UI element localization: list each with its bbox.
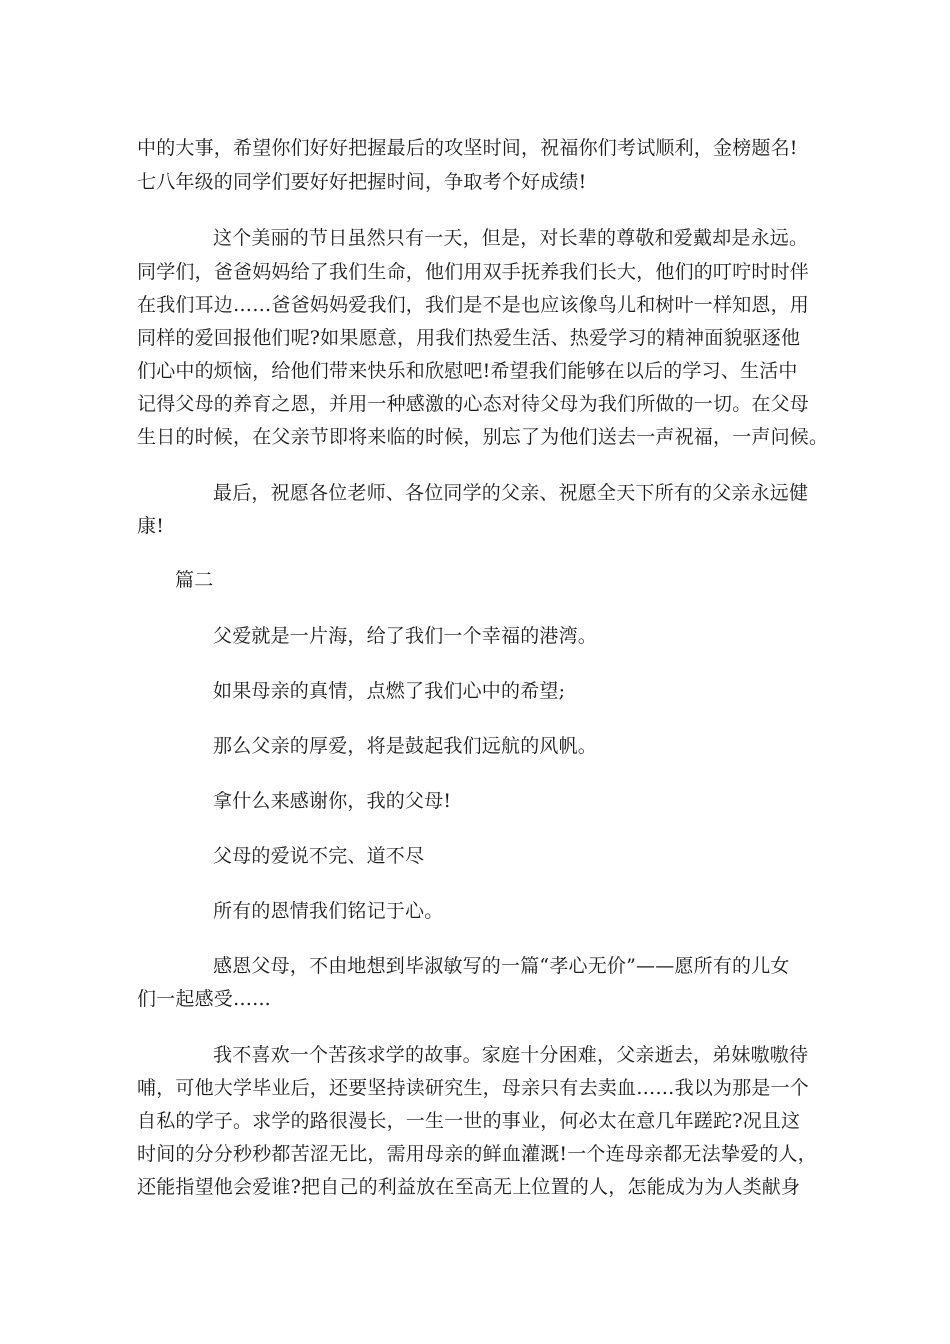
verse-line: 那么父亲的厚爱，将是鼓起我们远航的风帆。 [213, 735, 598, 757]
text-line: 自私的学子。求学的路很漫长，一生一世的事业，何必太在意几年蹉跎?况且这 [137, 1110, 801, 1132]
text-line: 同学们，爸爸妈妈给了我们生命，他们用双手抚养我们长大，他们的叮咛时时伴 [137, 261, 810, 283]
text-line: 们心中的烦恼，给他们带来快乐和欣慰吧!希望我们能够在以后的学习、生活中 [137, 360, 798, 382]
text-line: 还能指望他会爱谁?把自己的利益放在至高无上位置的人，怎能成为为人类献身 [137, 1176, 801, 1198]
verse-line: 如果母亲的真情，点燃了我们心中的希望; [213, 680, 566, 702]
text-line: 中的大事，希望你们好好把握最后的攻坚时间，祝福你们考试顺利，金榜题名! [137, 137, 798, 159]
text-line: 生日的时候，在父亲节即将来临的时候，别忘了为他们送去一声祝福，一声问候。 [137, 426, 829, 448]
verse-line: 父爱就是一片海，给了我们一个幸福的港湾。 [213, 625, 598, 647]
paragraph-first-line: 最后，祝愿各位老师、各位同学的父亲、祝愿全天下所有的父亲永远健 [213, 482, 809, 504]
paragraph-first-line: 我不喜欢一个苦孩求学的故事。家庭十分困难，父亲逝去，弟妹嗷嗷待 [213, 1044, 809, 1066]
text-line: 同样的爱回报他们呢?如果愿意，用我们热爱生活、热爱学习的精神面貌驱逐他 [137, 327, 801, 349]
paragraph-first-line: 这个美丽的节日虽然只有一天，但是，对长辈的尊敬和爱戴却是永远。 [213, 227, 809, 249]
paragraph-first-line: 感恩父母，不由地想到毕淑敏写的一篇“孝心无价”——愿所有的儿女 [213, 955, 790, 977]
text-line: 在我们耳边……爸爸妈妈爱我们，我们是不是也应该像鸟儿和树叶一样知恩，用 [137, 294, 810, 316]
section-heading: 篇二 [175, 569, 214, 591]
text-line: 记得父母的养育之恩，并用一种感激的心态对待父母为我们所做的一切。在父母 [137, 393, 810, 415]
text-line: 康! [137, 515, 165, 537]
text-line: 们一起感受…... [137, 988, 271, 1010]
verse-line: 所有的恩情我们铭记于心。 [213, 900, 444, 922]
verse-line: 父母的爱说不完、道不尽 [213, 845, 425, 867]
verse-line: 拿什么来感谢你，我的父母! [213, 790, 452, 812]
text-line: 七八年级的同学们要好好把握时间，争取考个好成绩! [137, 171, 587, 193]
text-line: 时间的分分秒秒都苦涩无比，需用母亲的鲜血灌溉!一个连母亲都无法挚爱的人， [137, 1143, 817, 1165]
text-line: 哺，可他大学毕业后，还要坚持读研究生，母亲只有去卖血……我以为那是一个 [137, 1077, 810, 1099]
